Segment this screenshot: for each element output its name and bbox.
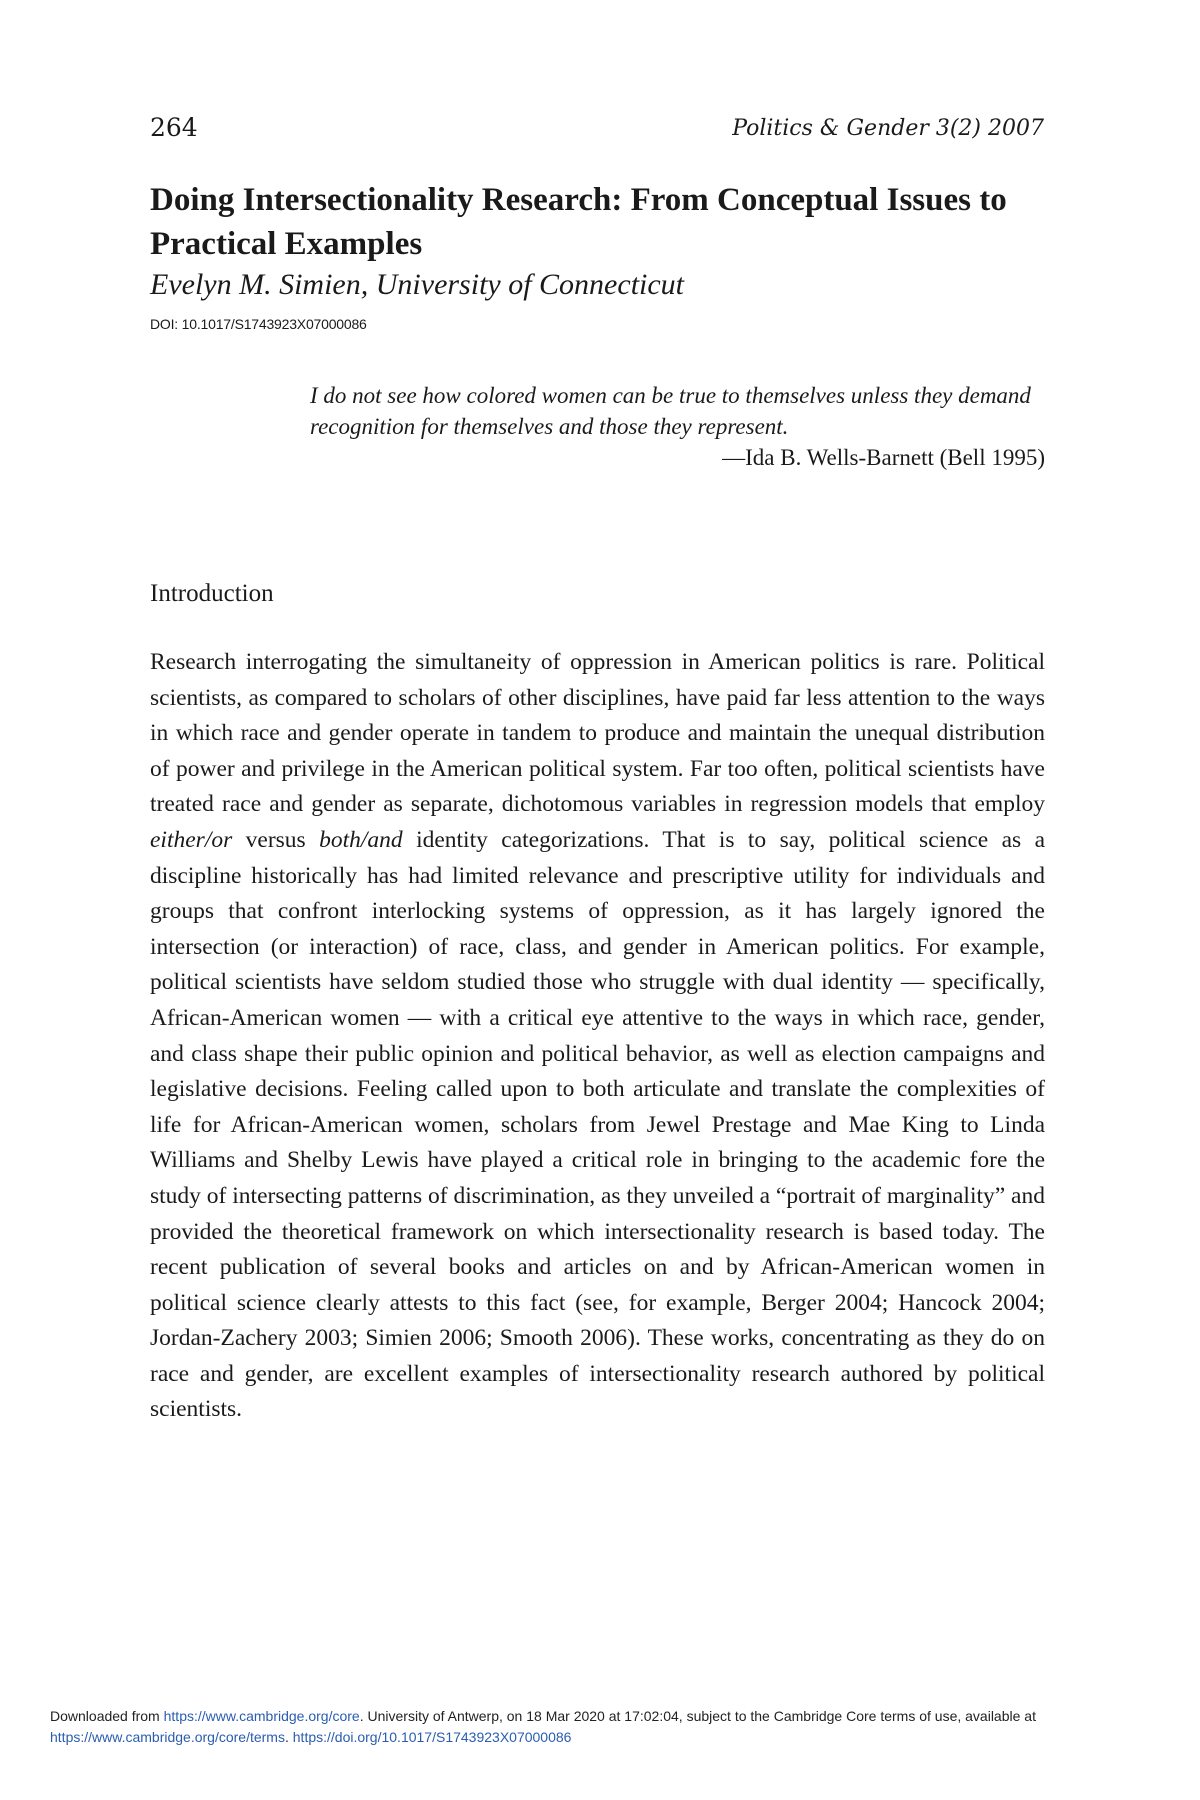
section-heading: Introduction	[150, 580, 274, 607]
epigraph-text: I do not see how colored women can be true to themselves unless they demand recognition for themselves and those they represent.	[310, 383, 1031, 439]
body-text-part3: identity categorizations. That is to say, political science as a discipline historically has had limited relevance and prescriptive utility for individuals and groups that confront interlocking systems of oppression, as it has largely ignored the intersection (or interaction) of race, class, and gender in American politics. For example, political scientists have seldom studied those who struggle with dual identity — specifically, African-American women — with a critical eye attentive to the ways in which race, gender, and class shape their public opinion and political behavior, as well as election campaigns and legislative decisions. Feeling called upon to both articulate and translate the complexities of life for African-American women, scholars from Jewel Prestage and Mae King to Linda Williams and Shelby Lewis have played a critical role in bringing to the academic fore the study of intersecting patterns of discrimination, as they unveiled a “portrait of marginality” and provided the theoretical framework on which intersectionality research is based today. The recent publication of several books and articles on and by African-American women in political science clearly attests to this fact (see, for example, Berger 2004; Hancock 2004; Jordan-Zachery 2003; Simien 2006; Smooth 2006). These works, concentrating as they do on race and gender, are excellent examples of intersectionality research authored by political scientists.	[150, 826, 1046, 1423]
footer-separator: .	[284, 1729, 293, 1745]
body-emphasis-both-and: both/and	[319, 826, 403, 853]
footer-doi-link[interactable]: https://doi.org/10.1017/S1743923X07000086	[292, 1729, 572, 1745]
body-text-part1: Research interrogating the simultaneity of oppression in American politics is rare. Political scientists, as compared to scholars of other disciplines, have paid far less attention to the ways in which race and gender operate in tandem to produce and maintain the unequal distribution of power and privilege in the American political system. Far too often, political scientists have treated race and gender as separate, dichotomous variables in regression models that employ	[150, 649, 1045, 818]
article-doi: DOI: 10.1017/S1743923X07000086	[150, 316, 367, 332]
page-number: 264	[150, 113, 198, 142]
body-emphasis-either-or: either/or	[150, 826, 233, 853]
epigraph-attribution: —Ida B. Wells-Barnett (Bell 1995)	[722, 445, 1045, 470]
article-title: Doing Intersectionality Research: From Conceptual Issues to Practical Examples	[150, 182, 1007, 262]
article-author: Evelyn M. Simien, University of Connecticut	[150, 268, 685, 301]
journal-info: Politics & Gender 3(2) 2007	[732, 116, 1044, 141]
body-paragraph	[150, 645, 1045, 1428]
epigraph	[310, 380, 1045, 473]
footer-core-link[interactable]: https://www.cambridge.org/core	[163, 1708, 360, 1724]
footer-terms-link[interactable]: https://www.cambridge.org/core/terms	[50, 1729, 285, 1745]
body-text-part2: versus	[232, 826, 320, 853]
download-footer	[50, 1706, 1160, 1748]
footer-access-info: . University of Antwerp, on 18 Mar 2020 at 17:02:04, subject to the Cambridge Core terms of use, available at	[359, 1708, 1036, 1724]
footer-downloaded-from: Downloaded from	[50, 1708, 164, 1724]
